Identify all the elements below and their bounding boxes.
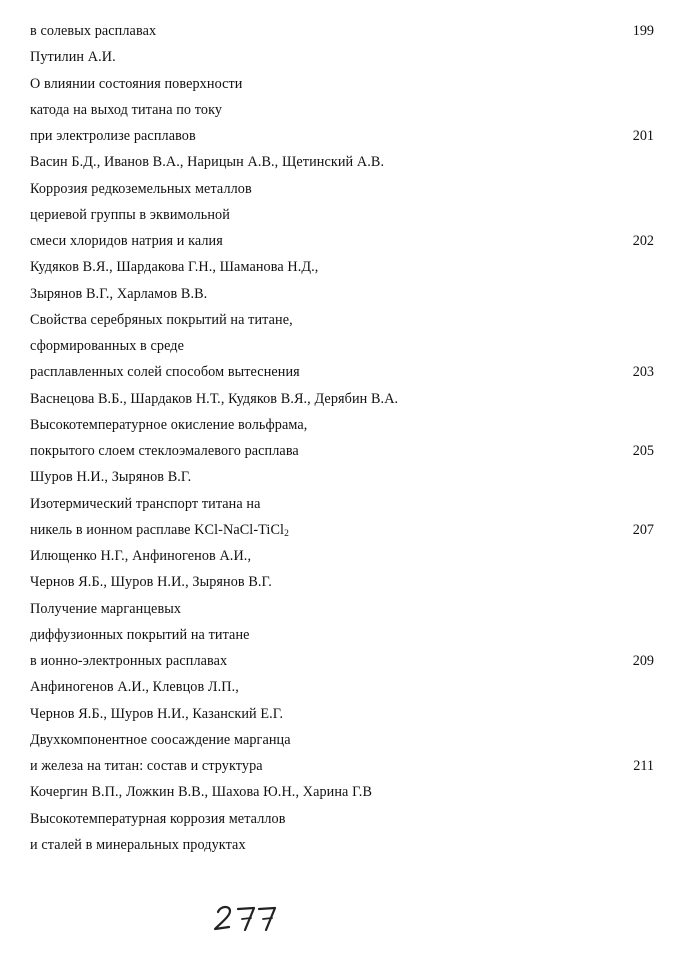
toc-entry-text-main: катода на выход титана по току xyxy=(30,101,223,118)
toc-entry-line xyxy=(0,468,679,494)
toc-entry-line xyxy=(0,810,679,836)
toc-entry-text xyxy=(30,127,196,145)
toc-entry-text xyxy=(30,363,300,381)
toc-entry-text-main: расплавленных солей способом вытеснения xyxy=(30,364,300,381)
toc-entry-text xyxy=(30,468,191,486)
toc-entry-line xyxy=(0,285,679,311)
toc-entry-text xyxy=(30,180,252,198)
toc-page-number: 203 xyxy=(632,364,654,381)
toc-page-number: 205 xyxy=(632,443,654,459)
toc-entry-line xyxy=(0,75,679,101)
toc-entry-text-main: Анфиногенов А.И., Клевцов Л.П., xyxy=(30,679,239,696)
toc-entry-text xyxy=(30,22,156,40)
toc-entry-text-main: при электролизе расплавов xyxy=(30,128,196,144)
toc-entry-text xyxy=(30,258,318,276)
toc-entry-line xyxy=(0,573,679,599)
toc-entry-line xyxy=(0,626,679,652)
toc-entry-text xyxy=(30,285,207,303)
toc-entry-line xyxy=(0,652,679,678)
toc-entry-text-main: Свойства серебряных покрытий на титане, xyxy=(30,311,293,328)
toc-entry-line xyxy=(0,206,679,232)
toc-entry-line xyxy=(0,442,679,468)
toc-entry-text-main: Высокотемпературная коррозия металлов xyxy=(30,810,286,827)
toc-entry-text-main: смеси хлоридов натрия и калия xyxy=(30,233,223,249)
toc-entry-text xyxy=(30,232,223,250)
toc-entry-text-main: Зырянов В.Г., Харламов В.В. xyxy=(30,285,208,302)
toc-entry-text-main: Кочергин В.П., Ложкин В.В., Шахова Ю.Н., Харина Г.В xyxy=(30,784,373,801)
toc-entry-text-main: Двухкомпонентное соосаждение марганца xyxy=(30,731,291,748)
toc-entry-line xyxy=(0,127,679,153)
toc-entry-text xyxy=(30,75,243,93)
toc-entry-text xyxy=(30,521,289,539)
toc-entry-text xyxy=(30,626,250,644)
toc-entry-text-main: и железа на титан: состав и структура xyxy=(30,758,263,774)
toc-entry-text-main: Изотермический транспорт титана на xyxy=(30,495,261,512)
toc-entry-text xyxy=(30,810,286,828)
toc-entry-line xyxy=(0,337,679,363)
toc-entry-text xyxy=(30,836,246,854)
toc-entry-line xyxy=(0,600,679,626)
toc-entry-text-main: Шуров Н.И., Зырянов В.Г. xyxy=(30,469,192,486)
toc-entry-line xyxy=(0,153,679,179)
toc-entry-text-main: Васин Б.Д., Иванов В.А., Нарицын А.В., Щетинский А.В. xyxy=(30,154,385,171)
toc-page-number: 209 xyxy=(632,653,654,669)
toc-entry-text xyxy=(30,652,227,670)
toc-entry-text-main: О влиянии состояния поверхности xyxy=(30,75,243,92)
toc-entry-text xyxy=(30,390,398,408)
toc-entry-text xyxy=(30,311,293,329)
toc-entry-text xyxy=(30,206,230,224)
toc-entry-line xyxy=(0,416,679,442)
toc-entry-text xyxy=(30,153,384,171)
toc-page-number: 201 xyxy=(632,128,654,144)
toc-entry-line xyxy=(0,258,679,284)
toc-entry-text xyxy=(30,573,272,591)
toc-entry-line xyxy=(0,757,679,783)
toc-entry-text-main: Васнецова В.Б., Шардаков Н.Т., Кудяков В.Я., Дерябин В.А. xyxy=(30,390,399,407)
toc-entry-line xyxy=(0,547,679,573)
toc-entry-line xyxy=(0,678,679,704)
toc-entry-text xyxy=(30,416,307,434)
toc-entry-line xyxy=(0,363,679,389)
toc-entry-text-main: цериевой группы в эквимольной xyxy=(30,206,230,223)
toc-entry-line xyxy=(0,521,679,547)
toc-entry-subscript: 2 xyxy=(284,528,289,539)
toc-entry-text xyxy=(30,495,261,513)
toc-entry-text-main: Коррозия редкоземельных металлов xyxy=(30,180,252,197)
toc-entry-text xyxy=(30,337,184,355)
toc-entry-text xyxy=(30,48,116,66)
toc-entry-text-main: никель в ионном расплаве KCl-NaCl-TiCl xyxy=(30,521,285,538)
toc-entry-text-main: Чернов Я.Б., Шуров Н.И., Зырянов В.Г. xyxy=(30,574,272,591)
toc-entry-text-main: диффузионных покрытий на титане xyxy=(30,626,250,643)
toc-entry-text xyxy=(30,547,251,565)
toc-entry-text-main: и сталей в минеральных продуктах xyxy=(30,836,246,853)
toc-entry-text-main: в солевых расплавах xyxy=(30,23,157,39)
toc-entry-line xyxy=(0,101,679,127)
toc-entry-text-main: в ионно-электронных расплавах xyxy=(30,653,228,669)
toc-entry-text-main: покрытого слоем стеклоэмалевого расплава xyxy=(30,443,299,459)
toc-entry-line xyxy=(0,731,679,757)
toc-page-number: 207 xyxy=(632,521,654,538)
toc-entry-text-main: Получение марганцевых xyxy=(30,600,182,617)
toc-entry-text xyxy=(30,731,291,749)
toc-entry-line xyxy=(0,180,679,206)
toc-page-number: 211 xyxy=(633,758,654,774)
toc-entry-text-main: Илющенко Н.Г., Анфиногенов А.И., xyxy=(30,548,252,564)
toc-entry-text-main: Высокотемпературное окисление вольфрама, xyxy=(30,416,308,433)
toc-entry-text xyxy=(30,101,222,119)
toc-entry-text xyxy=(30,757,263,775)
toc-entry-line xyxy=(0,48,679,74)
toc-entry-line xyxy=(0,232,679,258)
toc-entry-line xyxy=(0,22,679,48)
toc-entry-line xyxy=(0,836,679,862)
toc-entry-text xyxy=(30,783,372,801)
toc-entry-line xyxy=(0,311,679,337)
toc-entry-line xyxy=(0,495,679,521)
toc-entry-text xyxy=(30,442,299,460)
toc-entry-text-main: Кудяков В.Я., Шардакова Г.Н., Шаманова Н.Д., xyxy=(30,259,319,276)
toc-entry-text xyxy=(30,705,283,723)
toc-entry-text xyxy=(30,678,239,696)
toc-entry-text-main: Путилин А.И. xyxy=(30,49,116,66)
toc-entry-line xyxy=(0,390,679,416)
toc-page-number: 202 xyxy=(632,233,654,249)
handwritten-page-number xyxy=(212,900,282,934)
toc-entry-text-main: сформированных в среде xyxy=(30,338,185,354)
toc-entry-line xyxy=(0,783,679,809)
toc-entry-text-main: Чернов Я.Б., Шуров Н.И., Казанский Е.Г. xyxy=(30,705,284,722)
toc-page-number: 199 xyxy=(632,23,654,39)
toc-entry-text xyxy=(30,600,181,618)
toc-entry-line xyxy=(0,705,679,731)
